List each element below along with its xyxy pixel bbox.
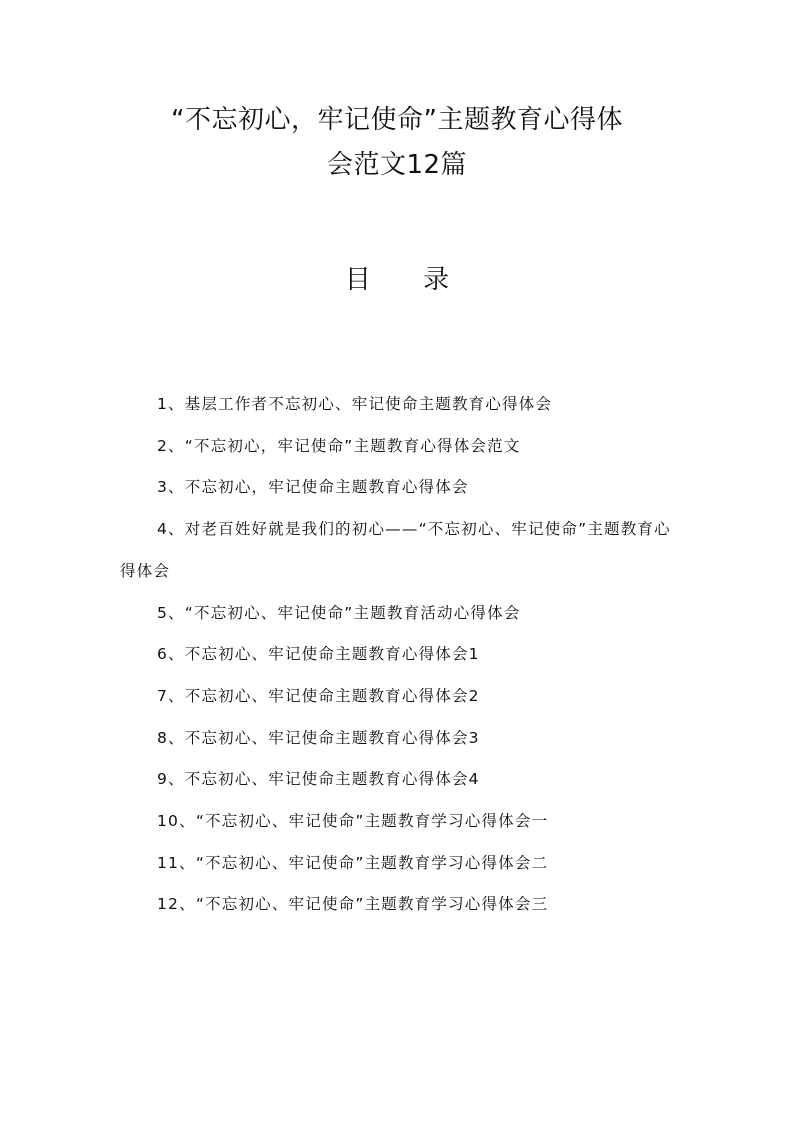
document-title-line-1: “不忘初心，牢记使命”主题教育心得体 xyxy=(171,105,623,135)
toc-item: 3、不忘初心，牢记使命主题教育心得体会 xyxy=(157,478,469,497)
toc-item: 6、不忘初心、牢记使命主题教育心得体会1 xyxy=(157,645,480,664)
toc-item: 7、不忘初心、牢记使命主题教育心得体会2 xyxy=(157,686,480,705)
toc-item: 4、对老百姓好就是我们的初心——“不忘初心、牢记使命”主题教育心得体会 xyxy=(120,520,671,580)
document-title xyxy=(0,98,794,188)
toc-item: 12、“不忘初心、牢记使命”主题教育学习心得体会三 xyxy=(157,895,549,914)
toc-item: 2、“不忘初心，牢记使命”主题教育心得体会范文 xyxy=(157,436,521,455)
toc-item: 9、不忘初心、牢记使命主题教育心得体会4 xyxy=(157,770,480,789)
toc-item: 10、“不忘初心、牢记使命”主题教育学习心得体会一 xyxy=(157,812,549,831)
toc-item: 8、不忘初心、牢记使命主题教育心得体会3 xyxy=(157,728,480,747)
table-of-contents-list xyxy=(120,384,680,926)
document-title-line-2: 会范文12篇 xyxy=(326,150,468,180)
toc-item: 1、基层工作者不忘初心、牢记使命主题教育心得体会 xyxy=(157,395,553,413)
toc-item: 11、“不忘初心、牢记使命”主题教育学习心得体会二 xyxy=(157,853,549,872)
table-of-contents-heading: 目 录 xyxy=(344,265,472,295)
toc-item: 5、“不忘初心、牢记使命”主题教育活动心得体会 xyxy=(157,603,521,622)
